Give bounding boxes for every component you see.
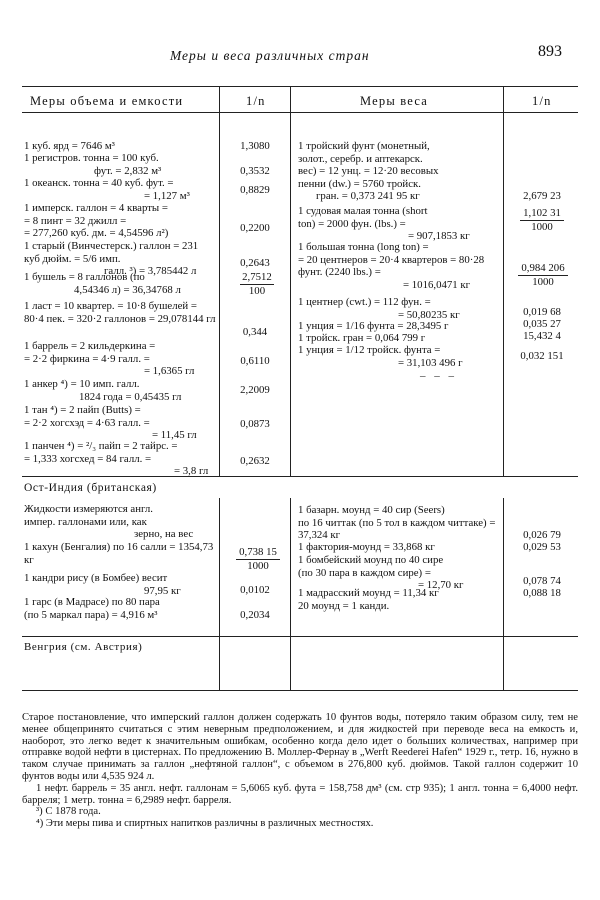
weight-ratio: 15,432 4 xyxy=(523,330,561,342)
ei-weight-ratio: 0,026 79 xyxy=(523,529,561,541)
col-header-weight: Меры веса xyxy=(360,94,429,108)
volume-row: 1 старый (Винчестерск.) галлон = 231 куб дюйм. = 5/6 имп. галл. ³) = 3,785442 л xyxy=(24,240,199,277)
ellipsis-mark: ‒ ‒ ‒ xyxy=(420,370,457,382)
col-divider-3b xyxy=(503,498,504,690)
weight-row: 1 унция = 1/12 тройск. фунта = = 31,103 496 г xyxy=(298,344,463,369)
ei-weight-row: 1 бомбейский моунд по 40 сире (по 30 пара в каждом сире) = = 12,70 кг xyxy=(298,554,464,591)
volume-ratio: 0,2632 xyxy=(240,455,270,467)
volume-row: 1 океанск. тонна = 40 куб. фут. = = 1,127 м³ xyxy=(24,177,190,202)
ei-volume-row: 1 кандри рису (в Бомбее) весит 97,95 кг xyxy=(24,572,181,597)
footnote-oil: 1 нефт. баррель = 35 англ. нефт. галлонам = 5,6065 куб. фута = 158,758 дм³ (см. стр 935); 1 англ. тонна = 6,4000 нефт. барреля; 1 метр. тонна = 6,2989 нефт. барреля. xyxy=(22,782,578,806)
ei-volume-ratio: 0,2034 xyxy=(240,609,270,621)
ei-weight-ratio: 0,029 53 xyxy=(523,541,561,553)
col-divider-3 xyxy=(503,86,504,476)
volume-row: 1 баррель = 2 кильдеркина = = 2·2 фиркина = 4·9 галл. = = 1,6365 гл xyxy=(24,340,195,377)
weight-row: 1 тройск. гран = 0,064 799 г xyxy=(298,332,426,344)
ei-volume-row: Жидкости измеряются англ. импер. галлонами или, как зерно, на вес xyxy=(24,503,194,540)
weight-row: 1 унция = 1/16 фунта = 28,3495 г xyxy=(298,320,449,332)
weight-row: 1 тройский фунт (монетный, золот., серебр. и аптекарск. вес) = 12 унц. = 12·20 весовых пенни (dw.) = 5760 тройск. гран. = 0,373 241 95 кг xyxy=(298,140,439,202)
weight-row: 1 центнер (cwt.) = 112 фун. = = 50,80235 кг xyxy=(298,296,460,321)
volume-row: 1 бушель = 8 галлонов (по 4,54346 л) = 36,34768 л xyxy=(24,271,181,296)
ei-weight-row: 1 базарн. моунд = 40 сир (Seers) по 16 читтак (по 5 тол в каждом читтаке) = 37,324 кг xyxy=(298,504,496,541)
ei-weight-ratio: 0,078 74 xyxy=(523,575,561,587)
col-divider-1 xyxy=(219,86,220,476)
page-number: 893 xyxy=(538,43,562,60)
section-east-india: Ост-Индия (британская) xyxy=(24,482,157,494)
weight-row: 1 судовая малая тонна (short ton) = 2000 фун. (lbs.) = = 907,1853 кг xyxy=(298,205,470,242)
volume-ratio: 0,2200 xyxy=(240,222,270,234)
weight-ratio: 0,019 68 xyxy=(523,306,561,318)
footnote-main: Старое постановление, что имперский галлон должен содержать 10 фунтов воды, потеряло таким образом силу, тем не менее общепринято считаться с этим неверным предположением, и для жидкостей при переводе веса на емкость и, наоборот, это легко ведет к значительным ошибкам, особенно когда дело идет о больших количествах, например при отправке водой нефти в цистернах. По предложению В. Моллер-Фернау в „Werft Reederei Hafen“ 1929 г., тетр. 16, нужно в таком случае принимать за галлон „нефтяной галлон“, с объемом в 276,800 куб. дюймов. Такой галлон содержит 10 фунтов воды или 4,535 924 л. xyxy=(22,712,578,782)
ei-volume-row: 1 гарс (в Мадрасе) по 80 пара (по 5 маркал пара) = 4,916 м³ xyxy=(24,596,160,621)
volume-row: 1 куб. ярд = 7646 м³ xyxy=(24,140,115,152)
col-divider-1b xyxy=(219,498,220,690)
volume-ratio: 0,3532 xyxy=(240,165,270,177)
ei-volume-ratio-fraction: $\frac{0,738 15}{1000}$ xyxy=(236,546,280,572)
weight-ratio: 0,035 27 xyxy=(523,318,561,330)
weight-ratio: 2,679 23 xyxy=(523,190,561,202)
volume-row: 1 регистров. тонна = 100 куб. фут. = 2,832 м³ xyxy=(24,152,162,177)
volume-row: 1 тан ⁴) = 2 пайп (Butts) = = 2·2 хогсхэд = 4·63 галл. = = 11,45 гл xyxy=(24,404,197,441)
weight-ratio-fraction: $\frac{1,102 31}{1000}$ xyxy=(520,207,564,233)
col-header-volume: Меры объема и емкости xyxy=(30,94,184,108)
col-header-ratio-left: 1/n xyxy=(246,94,266,108)
weight-row: 1 большая тонна (long ton) = = 20 центнеров = 20·4 квартеров = 80·28 фунт. (2240 lbs.) = = 1016,0471 кг xyxy=(298,241,485,291)
footnote-3: ³) С 1878 года. xyxy=(36,806,101,818)
col-header-ratio-right: 1/n xyxy=(532,94,552,108)
col-divider-2 xyxy=(290,86,291,476)
volume-ratio-fraction: $\frac{2,7512}{100}$ xyxy=(240,271,274,297)
volume-ratio: 0,0873 xyxy=(240,418,270,430)
ei-volume-ratio: 0,0102 xyxy=(240,584,270,596)
weight-ratio: 0,032 151 xyxy=(520,350,564,362)
volume-row: 1 ласт = 10 квартер. = 10·8 бушелей = 80·4 пек. = 320·2 галлонов = 29,078144 гл xyxy=(24,300,216,325)
weight-ratio-fraction: $\frac{0,984 206}{1000}$ xyxy=(518,262,568,288)
table-top-rule xyxy=(22,86,578,87)
section-hungary: Венгрия (см. Австрия) xyxy=(24,641,143,653)
volume-row: 1 имперск. галлон = 4 кварты = = 8 пинт = 32 джилл = = 277,260 куб. дм. = 4,54596 л²) xyxy=(24,202,169,239)
ei-weight-row: 1 фактория-моунд = 33,868 кг xyxy=(298,541,435,553)
col-divider-2b xyxy=(290,498,291,690)
volume-row: 1 панчен ⁴) = ²/₃ пайп = 2 тайрс. = = 1,333 хогсхед = 84 галл. = = 3,8 гл xyxy=(24,440,209,477)
volume-ratio: 2,2009 xyxy=(240,384,270,396)
volume-row: 1 анкер ⁴) = 10 имп. галл. 1824 года = 0,45435 гл xyxy=(24,378,182,403)
volume-ratio: 0,8829 xyxy=(240,184,270,196)
footnote-4: ⁴) Эти меры пива и спиртных напитков различны в различных местностях. xyxy=(36,818,374,830)
ei-volume-row: 1 кахун (Бенгалия) по 16 салли = 1354,73 кг xyxy=(24,541,214,566)
volume-ratio: 0,2643 xyxy=(240,257,270,269)
footnotes xyxy=(22,712,578,830)
hungary-rule xyxy=(22,636,578,637)
volume-ratio: 0,6110 xyxy=(240,355,270,367)
header-rule xyxy=(22,112,578,113)
running-title: Меры и веса различных стран xyxy=(170,48,370,63)
volume-ratio: 1,3080 xyxy=(240,140,270,152)
table-bottom-rule xyxy=(22,690,578,691)
volume-ratio: 0,344 xyxy=(242,326,268,338)
ei-weight-ratio: 0,088 18 xyxy=(523,587,561,599)
ei-weight-row: 1 мадрасский моунд = 11,34 кг 20 моунд = 1 канди. xyxy=(298,587,439,612)
